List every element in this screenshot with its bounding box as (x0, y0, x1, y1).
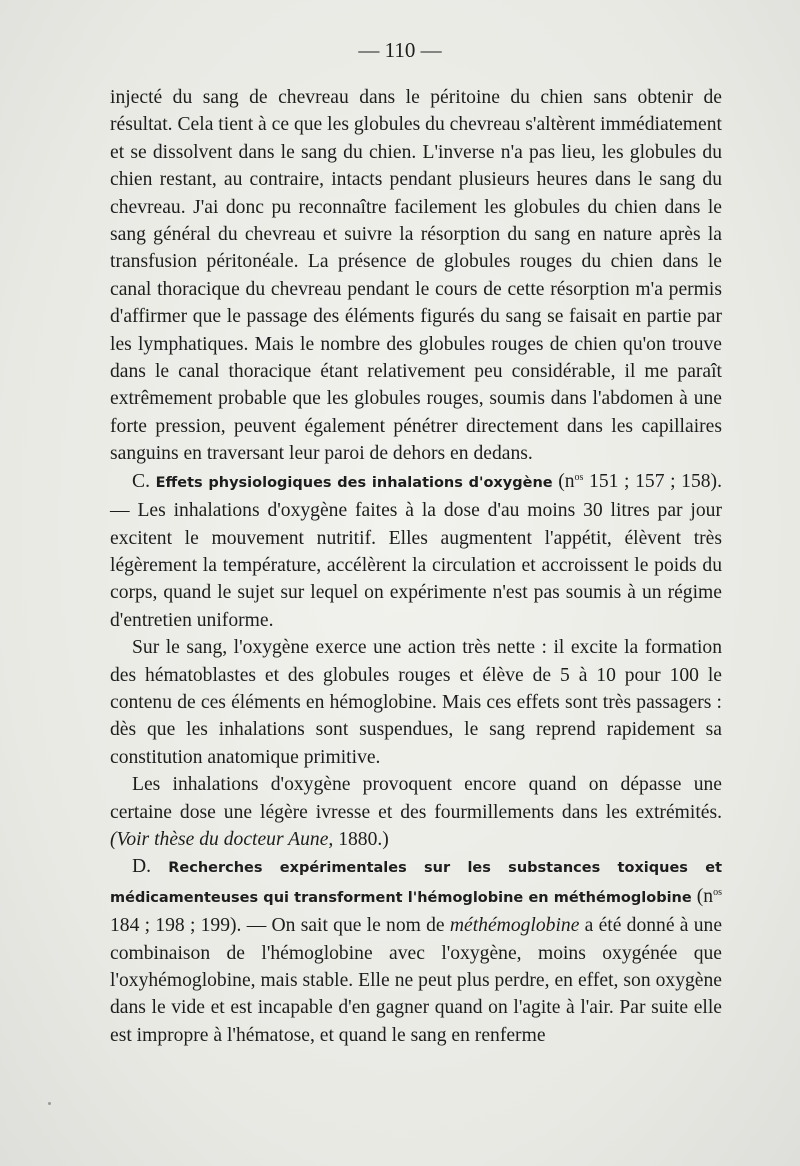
section-d-body-1: — On sait que le nom de (246, 915, 445, 937)
section-d-letter: D. (132, 856, 152, 878)
body-text (110, 84, 722, 1049)
section-c-ref-close: 151 ; 157 ; 158). (583, 470, 722, 492)
page-number: — 110 — (358, 38, 442, 62)
section-d-ref-sup: os (713, 886, 722, 898)
section-d-body-2: a été donné à une combinaison de l'hémoglobine avec l'oxygène, moins oxygénée que l'oxyhémoglobine, mais stable. Elle ne peut plus perdre, en effet, son oxygène dans le vide et est incapable d'en gagner quand on l'agite à l'air. Par suite elle est impropre à l'hématose, et quand le sang en renferme (110, 915, 723, 1046)
paragraph-sang: Sur le sang, l'oxygène exerce une action très nette : il excite la formation des hématoblastes et des globules rouges et élève de 5 à 10 pour 100 le contenu de ces éléments en hémoglobine. Mais ces effets sont très passagers : dès que les inhalations sont suspendues, le sang reprend rapidement sa constitution anatomique primitive. (110, 637, 722, 768)
section-d-ref-open: (n (696, 885, 714, 907)
section-c-letter: C. (132, 470, 150, 492)
section-c-body: — Les inhalations d'oxygène faites à la dose d'au moins 30 litres par jour excitent le mouvement nutritif. Elles augmentent l'appétit, élèvent très légèrement la température, accélèrent la circulation et accroissent le poids du corps, quand le sujet sur lequel on expérimente n'est pas soumis à un régime d'entretien uniforme. (110, 500, 722, 631)
paragraph-ivresse-text: Les inhalations d'oxygène provoquent encore quand on dépasse une certaine dose une légère ivresse et des fourmillements dans les extrémités. (110, 774, 722, 823)
section-c-heading: Effets physiologiques des inhalations d'oxygène (155, 474, 553, 491)
section-d-term: méthémoglobine (449, 915, 580, 937)
section-d-heading: Recherches expérimentales sur les substances toxiques et médicamenteuses qui transforment l'hémoglobine en méthémoglobine (110, 860, 722, 906)
section-c-ref-sup: os (574, 471, 584, 483)
paragraph-resorption: injecté du sang de chevreau dans le péritoine du chien sans obtenir de résultat. Cela tient à ce que les globules du chevreau s'altèrent immédiatement et se dissolvent dans le sang du chien. L'inverse n'a pas lieu, les globules du chien restant, au contraire, intacts pendant plusieurs heures dans le sang du chevreau. J'ai donc pu reconnaître facilement les globules du chien dans le sang général du chevreau et suivre la résorption du sang en nature après la transfusion péritonéale. La présence de globules rouges du chien dans le canal thoracique du chevreau pendant le cours de cette résorption m'a permis d'affirmer que le passage des éléments figurés du sang se faisait en partie par les lymphatiques. Mais le nombre des globules rouges de chien qu'on trouve dans le canal thoracique étant relativement peu considérable, il me paraît extrêmement probable que les globules rouges, soumis dans l'abdomen à une forte pression, peuvent également pénétrer directement dans les capillaires sanguins en traversant leur paroi de dehors en dedans. (110, 87, 722, 465)
paragraph-ivresse (110, 771, 722, 853)
section-c (110, 468, 722, 634)
section-d (110, 853, 722, 1049)
section-d-ref-close: 184 ; 198 ; 199). (110, 915, 242, 937)
section-c-ref-open: (n (558, 470, 575, 492)
paper-speck (48, 1102, 51, 1105)
voir-reference: (Voir thèse du docteur Aune, (110, 828, 334, 850)
voir-year: 1880.) (333, 828, 389, 850)
